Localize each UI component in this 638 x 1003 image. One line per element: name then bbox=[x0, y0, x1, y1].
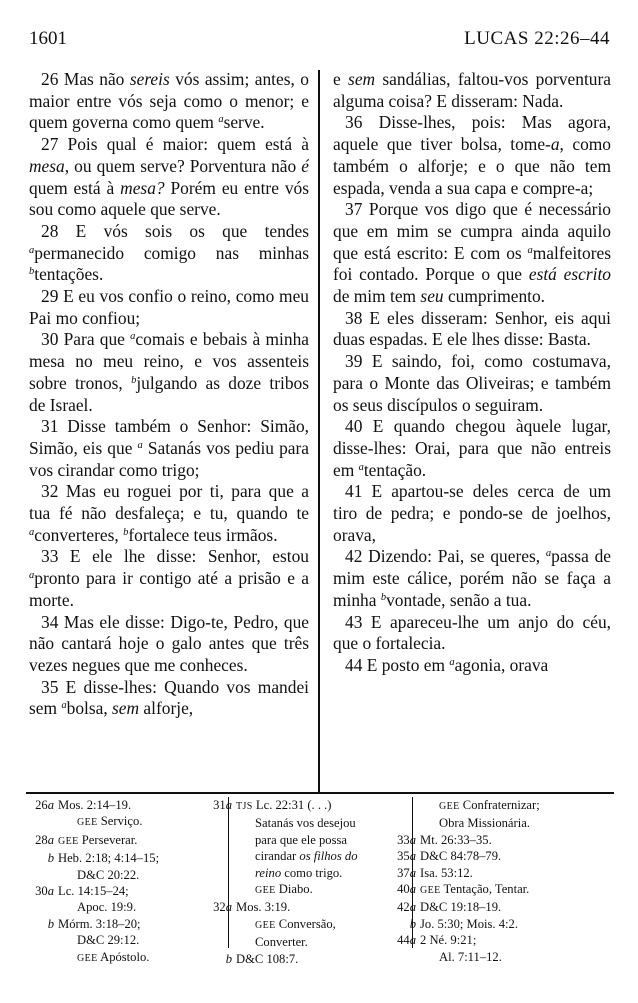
footnote-line bbox=[409, 916, 620, 932]
verse: 32 Mas eu roguei por ti, para que a tua fé não desfaleça; e tu, quando te $^a$converteres, $^b$fortalece teus irmãos. bbox=[29, 481, 309, 545]
footnote-text: para que ele possa bbox=[255, 832, 347, 847]
footnote-text: Apoc. 19:9. bbox=[77, 900, 137, 915]
footnote-text: GEE Perseverar. bbox=[58, 832, 138, 847]
verse: 42 Dizendo: Pai, se queres, $^a$passa de mim este cálice, porém não se faça a minha $^b$vontade, senão a tua. bbox=[333, 546, 611, 610]
verse: 35 E disse-lhes: Quando vos mandei sem $^a$bolsa, sem alforje, bbox=[29, 676, 309, 719]
page-number: 1601 bbox=[29, 28, 67, 49]
chapter-range: LUCAS 22:26–44 bbox=[464, 28, 610, 49]
footnote-key: 40a bbox=[397, 882, 416, 897]
verse: 41 E apartou-se deles cerca de um tiro de pedra; e pondo-se de joelhos, orava, bbox=[333, 481, 611, 545]
footnote-text: reino como trigo. bbox=[255, 865, 343, 880]
footnote-rule bbox=[26, 792, 614, 794]
verse: 26 Mas não sereis vós assim; antes, o maior entre vós seja como o menor; e quem governa como quem $^a$serve. bbox=[29, 69, 309, 133]
footnote-line bbox=[397, 899, 620, 915]
footnote-line bbox=[58, 949, 218, 967]
footnote-text: Isa. 53:12. bbox=[420, 865, 473, 880]
footnote-line bbox=[47, 850, 218, 866]
footnote-key: 31a bbox=[213, 798, 232, 812]
footnote-line bbox=[420, 949, 620, 965]
footnote-column-3 bbox=[397, 797, 620, 965]
footnote-line bbox=[236, 865, 406, 881]
footnote-text: GEE Tentação, Tentar. bbox=[420, 882, 530, 897]
footnote-key: 35a bbox=[397, 849, 416, 864]
footnote-column-2 bbox=[213, 797, 406, 967]
footnote-column-1 bbox=[35, 797, 218, 967]
footnote-line bbox=[47, 916, 218, 932]
verse: 34 Mas ele disse: Digo-te, Pedro, que não cantará hoje o galo antes que três vezes negues que me conheces. bbox=[29, 611, 309, 675]
footnote-line bbox=[213, 797, 406, 815]
footnote-text: Al. 7:11–12. bbox=[439, 949, 502, 964]
column-divider bbox=[318, 70, 320, 792]
footnote-line bbox=[236, 832, 406, 848]
footnote-line bbox=[35, 832, 218, 850]
verse: 38 E eles disseram: Senhor, eis aqui duas espadas. E ele lhes disse: Basta. bbox=[333, 307, 611, 350]
footnote-line bbox=[58, 813, 218, 831]
footnote-line bbox=[58, 899, 218, 915]
text-column-right bbox=[333, 69, 611, 784]
footnote-line bbox=[58, 932, 218, 948]
footnote-line bbox=[225, 951, 406, 967]
verse: 28 E vós sois os que tendes $^a$permanecido comigo nas minhas $^b$tentações. bbox=[29, 220, 309, 285]
verse: 43 E apareceu-lhe um anjo do céu, que o fortalecia. bbox=[333, 611, 611, 654]
footnote-key: 37a bbox=[397, 865, 416, 880]
footnote-text: Heb. 2:18; 4:14–15; bbox=[58, 851, 160, 866]
footnote-text: 2 Né. 9:21; bbox=[420, 933, 477, 948]
footnote-text: GEE Diabo. bbox=[255, 882, 313, 897]
footnote-line bbox=[420, 815, 620, 831]
footnote-text: D&C 19:18–19. bbox=[420, 900, 502, 915]
verse: 30 Para que $^a$comais e bebais à minha mesa no meu reino, e vos assenteis sobre tronos, $^b$julgando as doze tribos de Israel. bbox=[29, 329, 309, 415]
footnote-line bbox=[397, 865, 620, 881]
footnote-text: Jo. 5:30; Mois. 4:2. bbox=[420, 916, 518, 931]
footnote-line bbox=[35, 797, 218, 813]
footnote-line bbox=[236, 881, 406, 899]
footnote-line bbox=[397, 832, 620, 848]
footnote-text: GEE Serviço. bbox=[77, 814, 143, 829]
verse: 39 E saindo, foi, como costumava, para o Monte das Oliveiras; e também os seus discípulos o seguiram. bbox=[333, 351, 611, 415]
footnote-text: Obra Missionária. bbox=[439, 816, 530, 831]
footnote-text: D&C 108:7. bbox=[236, 951, 299, 966]
footnote-text: cirandar os filhos do bbox=[255, 849, 358, 864]
footnote-key: 44a bbox=[397, 933, 416, 948]
footnote-text: TJS Lc. 22:31 (. . .) bbox=[236, 798, 332, 812]
footnote-text: Mos. 3:19. bbox=[236, 900, 291, 915]
footnote-text: Mórm. 3:18–20; bbox=[58, 916, 141, 931]
footnote-line bbox=[397, 932, 620, 948]
footnote-text: GEE Conversão, bbox=[255, 916, 336, 931]
footnote-line bbox=[236, 916, 406, 934]
verse: 36 Disse-lhes, pois: Mas agora, aquele que tiver bolsa, tome-a, como também o alforje; e o que não tem espada, venda a sua capa e compre-a; bbox=[333, 112, 611, 198]
footnote-line bbox=[397, 881, 620, 899]
footnote-text: D&C 20:22. bbox=[77, 867, 140, 882]
footnote-line bbox=[420, 797, 620, 815]
verse: 40 E quando chegou àquele lugar, disse-lhes: Orai, para que não entreis em $^a$tentação. bbox=[333, 416, 611, 480]
verse-continuation: e sem sandálias, faltou-vos porventura alguma coisa? E disseram: Nada. bbox=[333, 69, 611, 111]
footnote-text: D&C 84:78–79. bbox=[420, 849, 502, 864]
verse: 31 Disse também o Senhor: Simão, Simão, eis que $^a$ Satanás vos pediu para vos cirandar como trigo; bbox=[29, 416, 309, 480]
footnote-text: D&C 29:12. bbox=[77, 933, 140, 948]
footnote-line bbox=[236, 815, 406, 831]
footnote-text: Lc. 14:15–24; bbox=[58, 884, 129, 899]
footnote-key: 28a bbox=[35, 832, 54, 847]
footnote-text: GEE Confraternizar; bbox=[439, 798, 540, 812]
footnote-text: Mt. 26:33–35. bbox=[420, 832, 492, 847]
footnote-key: b bbox=[47, 916, 54, 931]
footnote-line bbox=[35, 883, 218, 899]
footnote-key: b bbox=[409, 916, 416, 931]
verse: 33 E ele lhe disse: Senhor, estou $^a$pronto para ir contigo até a prisão e a morte. bbox=[29, 546, 309, 610]
footnote-line bbox=[397, 848, 620, 864]
footnote-text: GEE Apóstolo. bbox=[77, 949, 150, 964]
verse: 29 E eu vos confio o reino, como meu Pai mo confiou; bbox=[29, 286, 309, 328]
verse: 44 E posto em $^a$agonia, orava bbox=[345, 654, 549, 675]
footnote-key: 26a bbox=[35, 798, 54, 812]
footnote-text: Satanás vos desejou bbox=[255, 816, 356, 831]
footnote-key: 33a bbox=[397, 832, 416, 847]
footnote-key: 32a bbox=[213, 900, 232, 915]
footnote-key: 42a bbox=[397, 900, 416, 915]
footnote-line bbox=[58, 867, 218, 883]
footnote-text: Converter. bbox=[255, 935, 308, 950]
footnote-divider-1 bbox=[228, 797, 229, 948]
footnote-line bbox=[236, 934, 406, 950]
footnote-key: b bbox=[47, 851, 54, 866]
footnote-line bbox=[213, 899, 406, 915]
verse: 27 Pois qual é maior: quem está à mesa, ou quem serve? Porventura não é quem está à mesa? Porém eu entre vós sou como aquele que serve. bbox=[29, 134, 309, 220]
verse: 37 Porque vos digo que é necessário que em mim se cumpra ainda aquilo que está escrito: E com os $^a$malfeitores foi contado. Porque o que está escrito de mim tem seu cumprimento. bbox=[333, 199, 611, 307]
text-column-left bbox=[29, 69, 309, 784]
footnote-text: Mos. 2:14–19. bbox=[58, 798, 132, 812]
footnote-line bbox=[236, 848, 406, 864]
footnote-key: 30a bbox=[35, 884, 54, 899]
footnote-key: b bbox=[225, 951, 232, 966]
